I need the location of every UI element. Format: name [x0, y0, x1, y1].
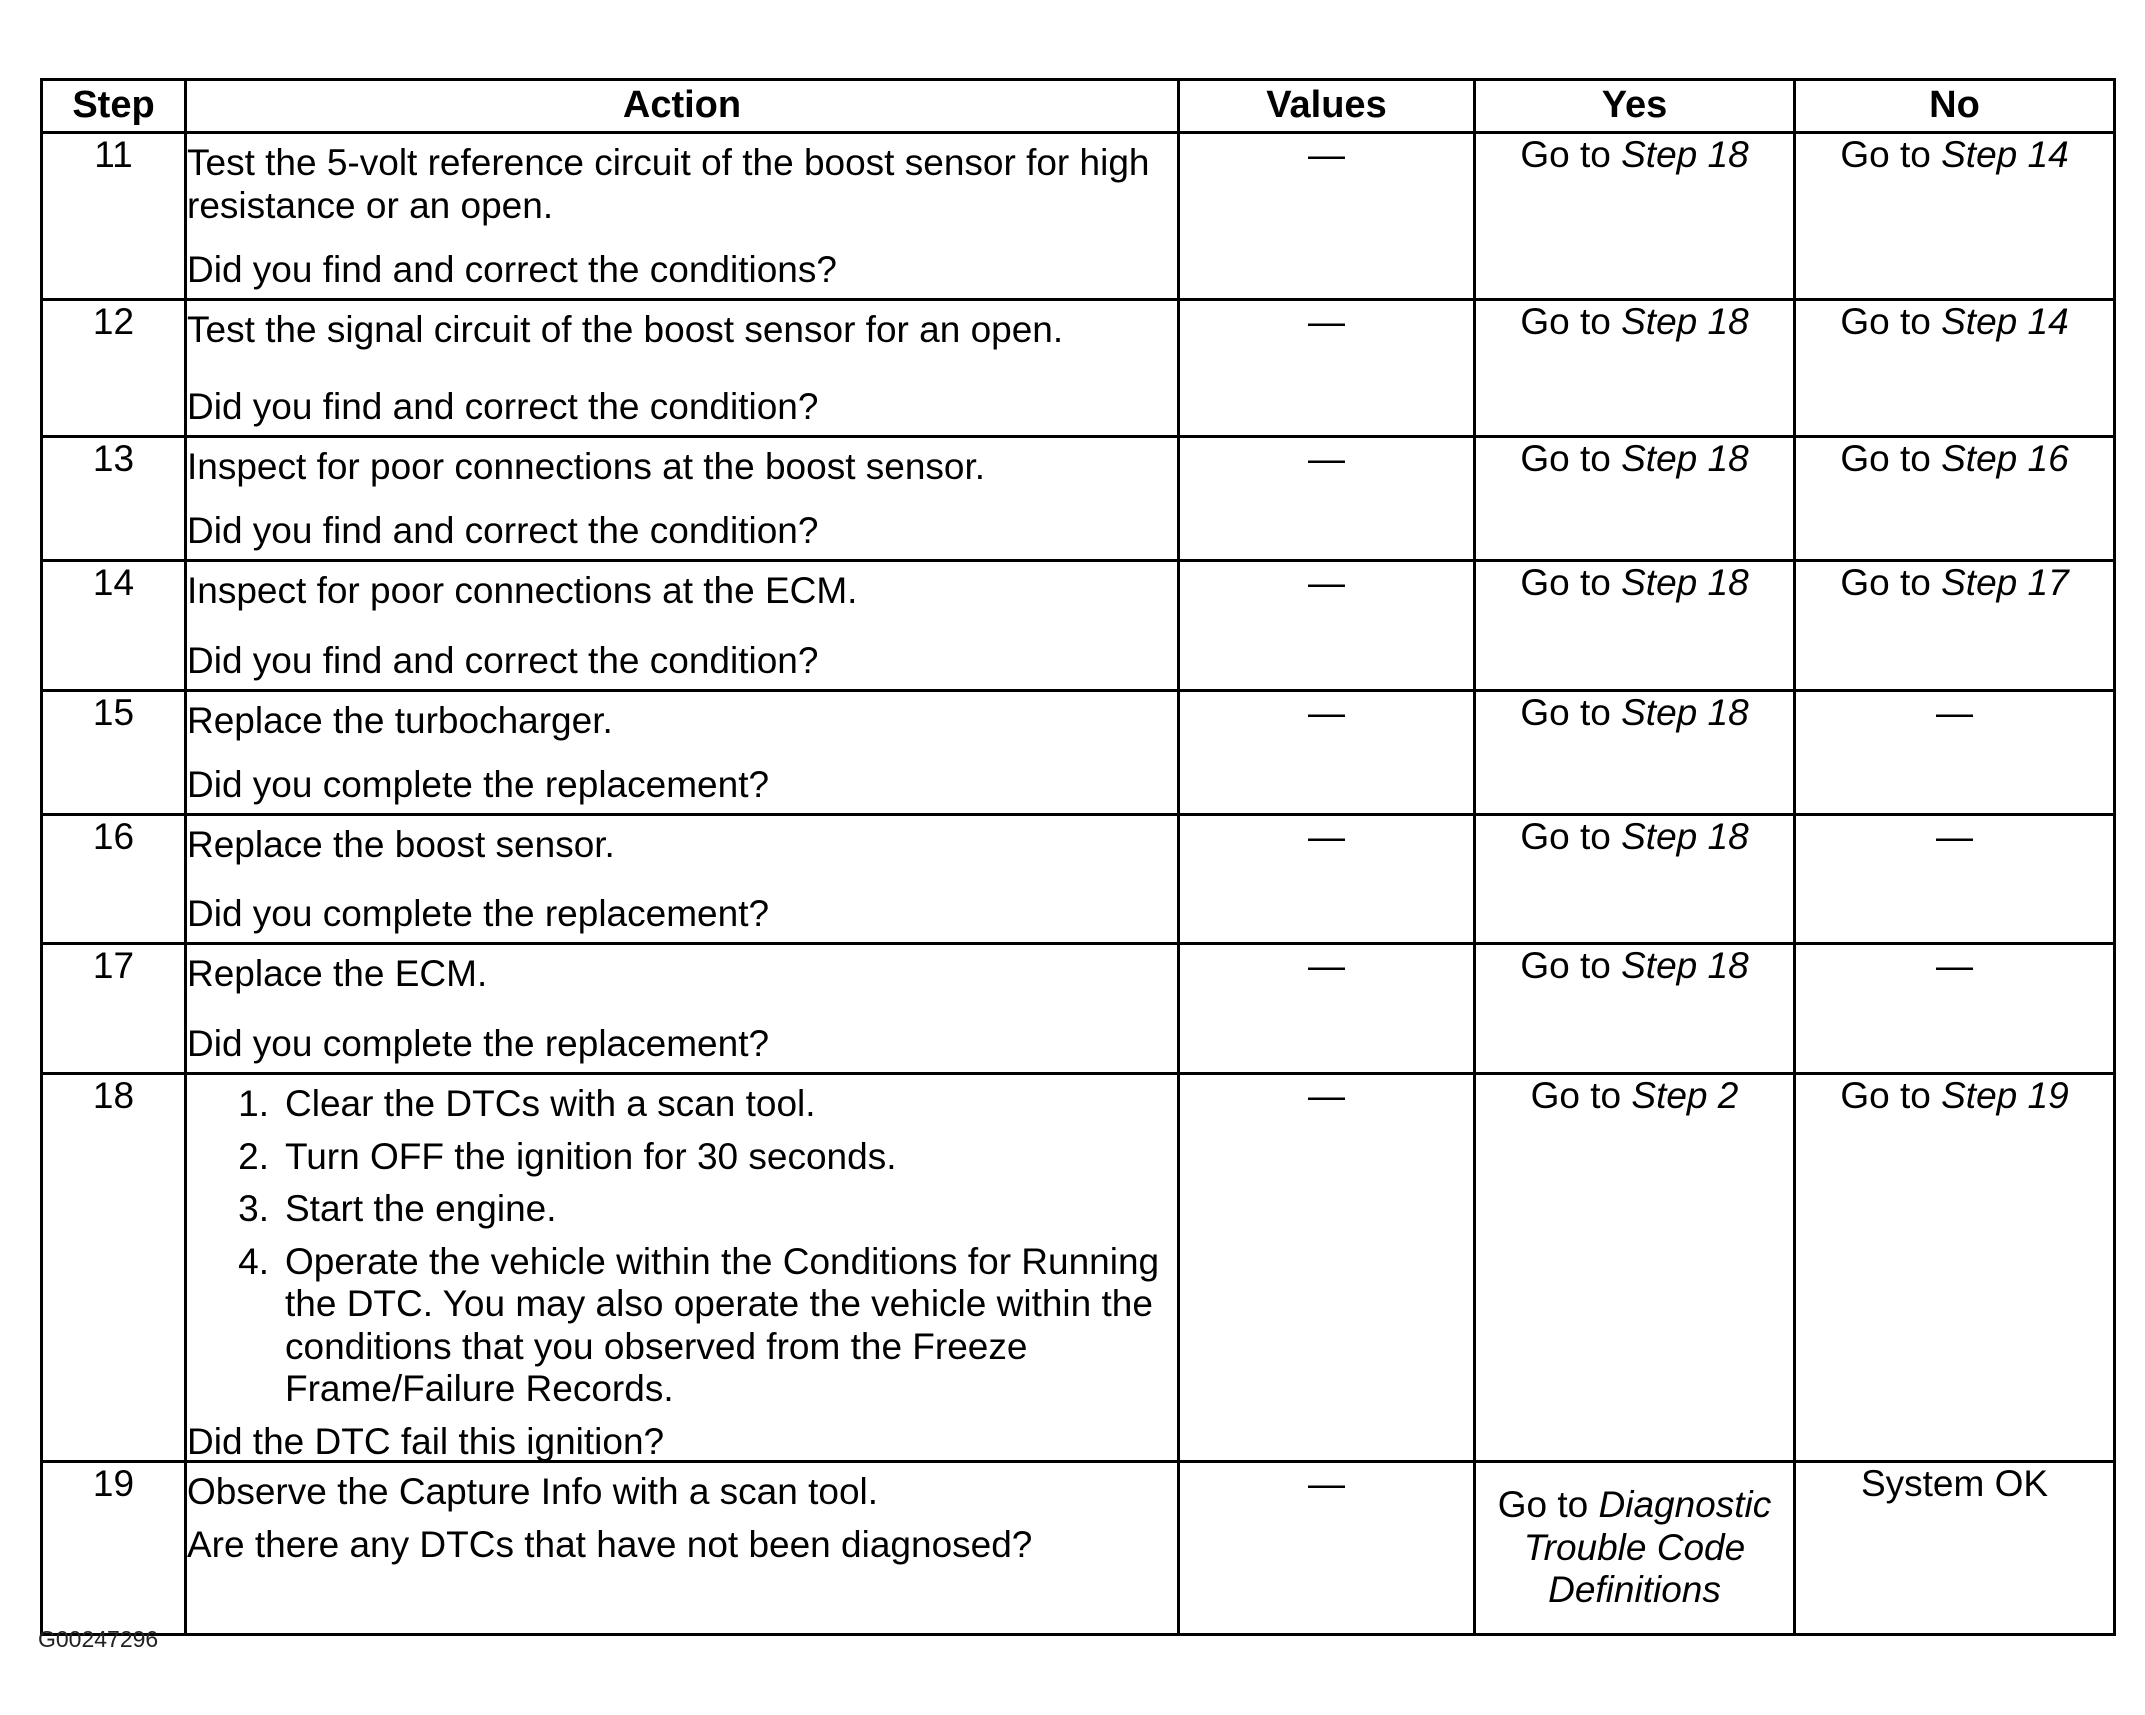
values-cell: — [1179, 691, 1475, 815]
goto-step-ref: Step 16 [1941, 438, 2069, 479]
action-cell [186, 133, 1179, 300]
step-number: 11 [42, 133, 186, 300]
yes-cell [1475, 133, 1795, 300]
table-row [42, 691, 2115, 815]
yes-cell [1475, 815, 1795, 944]
procedure-number: 1. [238, 1083, 269, 1124]
values-cell: — [1179, 437, 1475, 561]
action-question: Did you find and correct the conditions? [187, 249, 837, 291]
action-question: Did you find and correct the condition? [187, 386, 819, 428]
action-question: Did the DTC fail this ignition? [187, 1420, 665, 1462]
step-number: 12 [42, 300, 186, 437]
goto-step-ref: Step 18 [1621, 945, 1749, 986]
header-step: Step [42, 80, 186, 133]
no-cell: — [1795, 944, 2115, 1074]
values-cell: — [1179, 561, 1475, 691]
goto-step-ref: Step 18 [1621, 134, 1749, 175]
goto-prefix: Go to [1520, 134, 1622, 175]
goto-step-ref: Step 18 [1621, 692, 1749, 733]
action-question: Did you complete the replacement? [187, 764, 770, 806]
action-text: Replace the ECM. [187, 953, 488, 994]
goto-prefix: Go to [1840, 301, 1942, 342]
action-question: Did you complete the replacement? [187, 893, 770, 935]
goto-prefix: Go to [1530, 1075, 1632, 1116]
values-cell: — [1179, 133, 1475, 300]
procedure-item [187, 1241, 1177, 1411]
figure-code: G00247296 [38, 1626, 159, 1652]
header-no: No [1795, 80, 2115, 133]
goto-prefix: Go to [1520, 562, 1622, 603]
action-question: Are there any DTCs that have not been diagnosed? [187, 1523, 1033, 1565]
action-text: Observe the Capture Info with a scan tool. [187, 1471, 879, 1512]
procedure-text: Operate the vehicle within the Conditions for Running the DTC. You may also operate the vehicle within the conditions that you observed from the Freeze Frame/Failure Records. [285, 1240, 1160, 1410]
procedure-list [187, 1083, 1177, 1421]
goto-prefix: Go to [1520, 301, 1622, 342]
action-cell [186, 1074, 1179, 1462]
goto-prefix: Go to [1520, 692, 1622, 733]
action-text: Replace the turbocharger. [187, 700, 613, 741]
values-cell: — [1179, 1462, 1475, 1635]
procedure-text: Clear the DTCs with a scan tool. [285, 1083, 816, 1124]
step-number: 17 [42, 944, 186, 1074]
goto-prefix: Go to [1840, 562, 1942, 603]
procedure-number: 3. [238, 1188, 269, 1230]
goto-step-ref: Step 17 [1941, 562, 2069, 603]
no-cell [1795, 1074, 2115, 1462]
yes-cell [1475, 437, 1795, 561]
action-cell [186, 1462, 1179, 1635]
header-action: Action [186, 80, 1179, 133]
yes-cell [1475, 561, 1795, 691]
goto-prefix: Go to [1840, 438, 1942, 479]
action-cell [186, 944, 1179, 1074]
goto-prefix: Go to [1520, 438, 1622, 479]
procedure-text: Turn OFF the ignition for 30 seconds. [285, 1135, 897, 1177]
table-row [42, 815, 2115, 944]
goto-step-ref: Step 18 [1621, 816, 1749, 857]
no-cell [1795, 437, 2115, 561]
step-number: 14 [42, 561, 186, 691]
table-row [42, 561, 2115, 691]
step-number: 13 [42, 437, 186, 561]
action-question: Did you find and correct the condition? [187, 510, 819, 552]
step-number: 16 [42, 815, 186, 944]
table-row [42, 1074, 2115, 1462]
table-row [42, 944, 2115, 1074]
goto-step-ref: Step 19 [1941, 1075, 2069, 1116]
procedure-item [187, 1083, 1177, 1126]
header-values: Values [1179, 80, 1475, 133]
goto-step-ref: Step 14 [1941, 301, 2069, 342]
action-question: Did you find and correct the condition? [187, 640, 819, 682]
action-text: Replace the boost sensor. [187, 824, 615, 865]
no-cell: System OK [1795, 1462, 2115, 1635]
yes-cell [1475, 1074, 1795, 1462]
table-row [42, 133, 2115, 300]
action-cell [186, 561, 1179, 691]
action-cell [186, 815, 1179, 944]
step-number: 15 [42, 691, 186, 815]
action-text: Inspect for poor connections at the boost sensor. [187, 446, 986, 487]
yes-cell [1475, 1462, 1795, 1635]
no-cell [1795, 133, 2115, 300]
table-header-row [42, 80, 2115, 133]
no-cell [1795, 300, 2115, 437]
goto-prefix: Go to [1840, 134, 1942, 175]
action-cell [186, 437, 1179, 561]
action-text: Inspect for poor connections at the ECM. [187, 570, 858, 611]
goto-prefix: Go to [1497, 1484, 1599, 1526]
procedure-item [187, 1136, 1177, 1179]
diagnostic-steps-table [40, 78, 2116, 1636]
goto-diagnostic-ref: Diagnostic Trouble Code Definitions [1523, 1484, 1772, 1611]
yes-cell [1475, 691, 1795, 815]
no-cell [1795, 561, 2115, 691]
goto-step-ref: Step 18 [1621, 438, 1749, 479]
goto-step-ref: Step 14 [1941, 134, 2069, 175]
header-yes: Yes [1475, 80, 1795, 133]
values-cell: — [1179, 944, 1475, 1074]
procedure-number: 4. [238, 1240, 269, 1282]
yes-cell [1475, 300, 1795, 437]
no-cell: — [1795, 815, 2115, 944]
step-number: 18 [42, 1074, 186, 1462]
table-row [42, 300, 2115, 437]
table-row [42, 1462, 2115, 1635]
values-cell: — [1179, 300, 1475, 437]
step-number: 19 [42, 1462, 186, 1635]
procedure-text: Start the engine. [285, 1188, 557, 1230]
goto-step-ref: Step 18 [1621, 562, 1749, 603]
action-cell [186, 691, 1179, 815]
goto-step-ref: Step 18 [1621, 301, 1749, 342]
procedure-item [187, 1188, 1177, 1231]
goto-step-ref: Step 2 [1631, 1075, 1739, 1116]
goto-prefix: Go to [1520, 945, 1622, 986]
values-cell: — [1179, 1074, 1475, 1462]
yes-cell [1475, 944, 1795, 1074]
action-cell [186, 300, 1179, 437]
action-text: Test the 5-volt reference circuit of the boost sensor for high resistance or an open. [187, 142, 1150, 226]
no-cell: — [1795, 691, 2115, 815]
values-cell: — [1179, 815, 1475, 944]
goto-prefix: Go to [1840, 1075, 1942, 1116]
action-question: Did you complete the replacement? [187, 1023, 770, 1065]
action-text: Test the signal circuit of the boost sensor for an open. [187, 309, 1064, 350]
goto-prefix: Go to [1520, 816, 1622, 857]
table-row [42, 437, 2115, 561]
procedure-number: 2. [238, 1135, 269, 1177]
